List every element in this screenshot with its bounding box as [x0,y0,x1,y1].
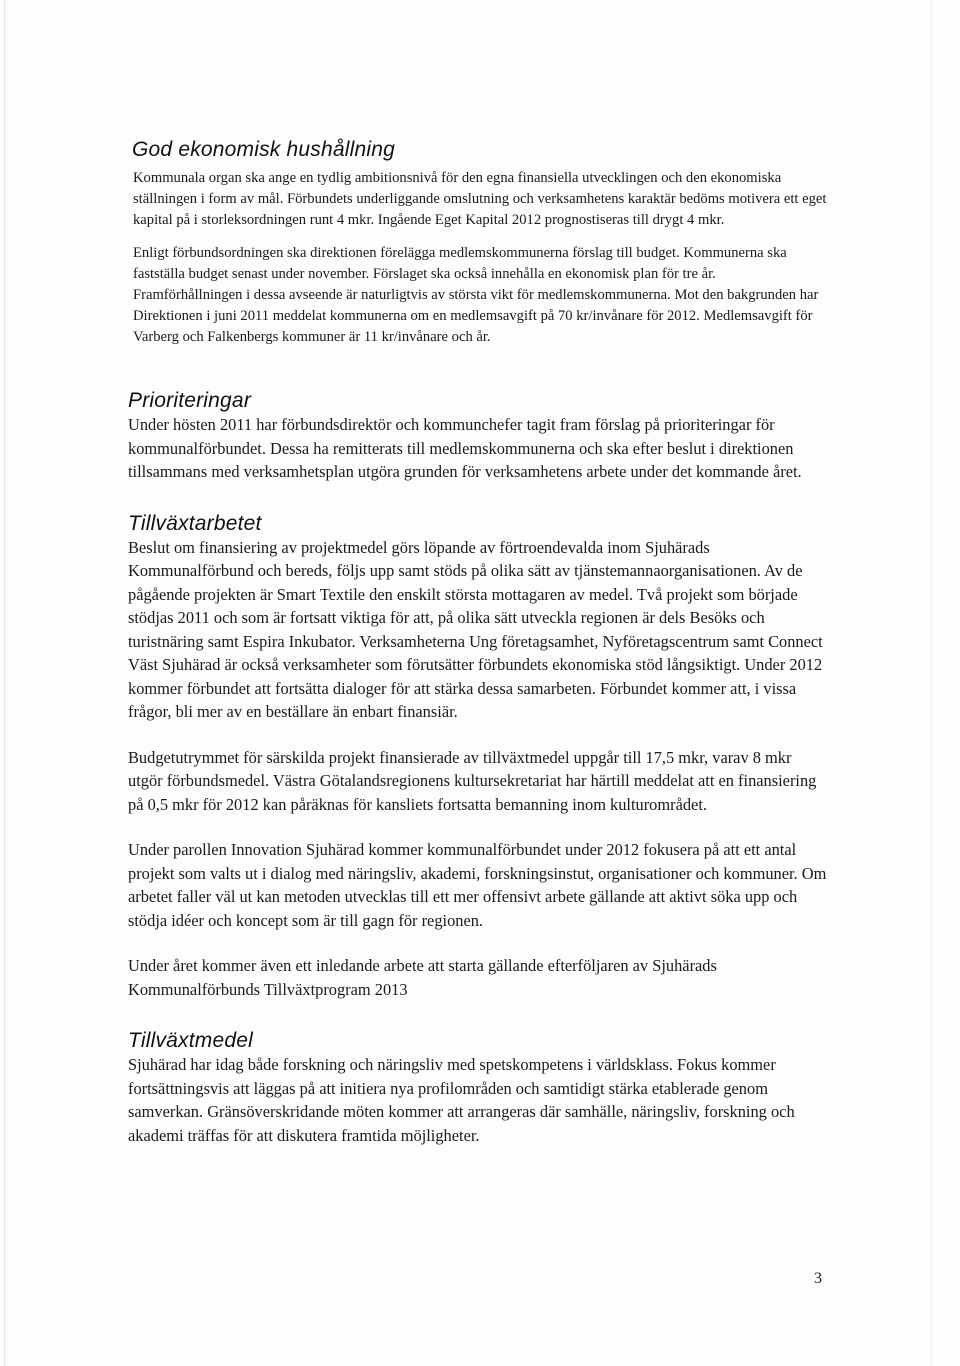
paragraph-ekonomi-1: Kommunala organ ska ange en tydlig ambitionsnivå för den egna finansiella utvecklingen och den ekonomiska ställningen i form av mål. Förbundets underliggande omslutning och verksamhetens karaktär bedöms motivera ett eget kapital på i storleksordningen runt 4 mkr. Ingående Eget Kapital 2012 prognostiseras till drygt 4 mkr. [133,170,827,228]
page-content [128,138,828,1147]
section-heading-tillvaxtarbetet: Tillväxtarbetet [128,511,262,535]
paragraph-tillvaxtarbetet-2: Budgetutrymmet för särskilda projekt finansierade av tillväxtmedel uppgår till 17,5 mkr, varav 8 mkr utgör förbundsmedel. Västra Götalandsregionens kultursekretariat har härtill meddelat att en finansiering på 0,5 mkr för 2012 kan påräknas för kansliets fortsatta bemanning inom kulturområdet. [128,747,817,814]
section-heading-ekonomi: God ekonomisk hushållning [132,138,395,161]
section-heading-tillvaxtmedel: Tillväxtmedel [128,1029,253,1052]
scan-edge-left [4,0,5,1366]
paragraph-tillvaxtarbetet-4: Under året kommer även ett inledande arbete att starta gällande efterföljaren av Sjuhärads Kommunalförbunds Tillväxtprogram 2013 [128,956,717,999]
paragraph-tillvaxtarbetet-1: Beslut om finansiering av projektmedel görs löpande av förtroendevalda inom Sjuhärads Kommunalförbund och bereds, följs upp samt stöds på olika sätt av tjänstemannaorganisationen. Av de pågående projekten är Smart Textile den enskilt största mottagaren av medel. Två projekt som började stödjas 2011 och som är fortsatt viktiga för att, på olika sätt utveckla regionen är dels Besöks och turistnäring samt Espira Inkubator. Verksamheterna Ung företagsamhet, Nyföretagscentrum samt Connect Väst Sjuhärad är också verksamheter som förutsätter förbundets ekonomiska stöd långsiktigt. Under 2012 kommer förbundet att fortsätta dialoger för att stärka dessa samarbeten. Förbundet kommer att, i vissa frågor, bli mer av en beställare än enbart finansiär. [128,537,823,721]
paragraph-prioriteringar-1: Under hösten 2011 har förbundsdirektör och kommunchefer tagit fram förslag på prioriteringar för kommunalförbundet. Dessa ha remitterats till medlemskommunerna och ska efter beslut i direktionen tillsammans med verksamhetsplan utgöra grunden för verksamhetens arbete under det kommande året. [128,415,802,481]
paragraph-ekonomi-2: Enligt förbundsordningen ska direktionen förelägga medlemskommunerna förslag till budget. Kommunerna ska fastställa budget senast under november. Förslaget ska också innehålla en ekonomisk plan för tre år. Framförhållningen i dessa avseende är naturligtvis av största vikt för medlemskommunerna. Mot den bakgrunden har Direktionen i juni 2011 meddelat kommunerna om en medlemsavgift på 70 kr/invånare för 2012. Medlemsavgift för Varberg och Falkenbergs kommuner är 11 kr/invånare och år. [133,245,819,345]
page-number: 3 [814,1270,822,1287]
paragraph-tillvaxtarbetet-3: Under parollen Innovation Sjuhärad kommer kommunalförbundet under 2012 fokusera på att ett antal projekt som valts ut i dialog med näringsliv, akademi, forskningsinstut, organisationer och kommuner. Om arbetet faller väl ut kan metoden utvecklas till ett mer offensivt arbete gällande att aktivt söka upp och stödja idéer och koncept som är till gagn för regionen. [128,840,827,930]
section-heading-prioriteringar: Prioriteringar [128,389,252,412]
paragraph-tillvaxtmedel-1: Sjuhärad har idag både forskning och näringsliv med spetskompetens i världsklass. Fokus kommer fortsättningsvis att läggas på att initiera nya profilområden och samtidigt stärka etablerade genom samverkan. Gränsöverskridande möten kommer att arrangeras där samhälle, näringsliv, forskning och akademi träffas för att diskutera framtida möjligheter. [128,1055,795,1145]
scan-edge-right [931,0,932,1366]
